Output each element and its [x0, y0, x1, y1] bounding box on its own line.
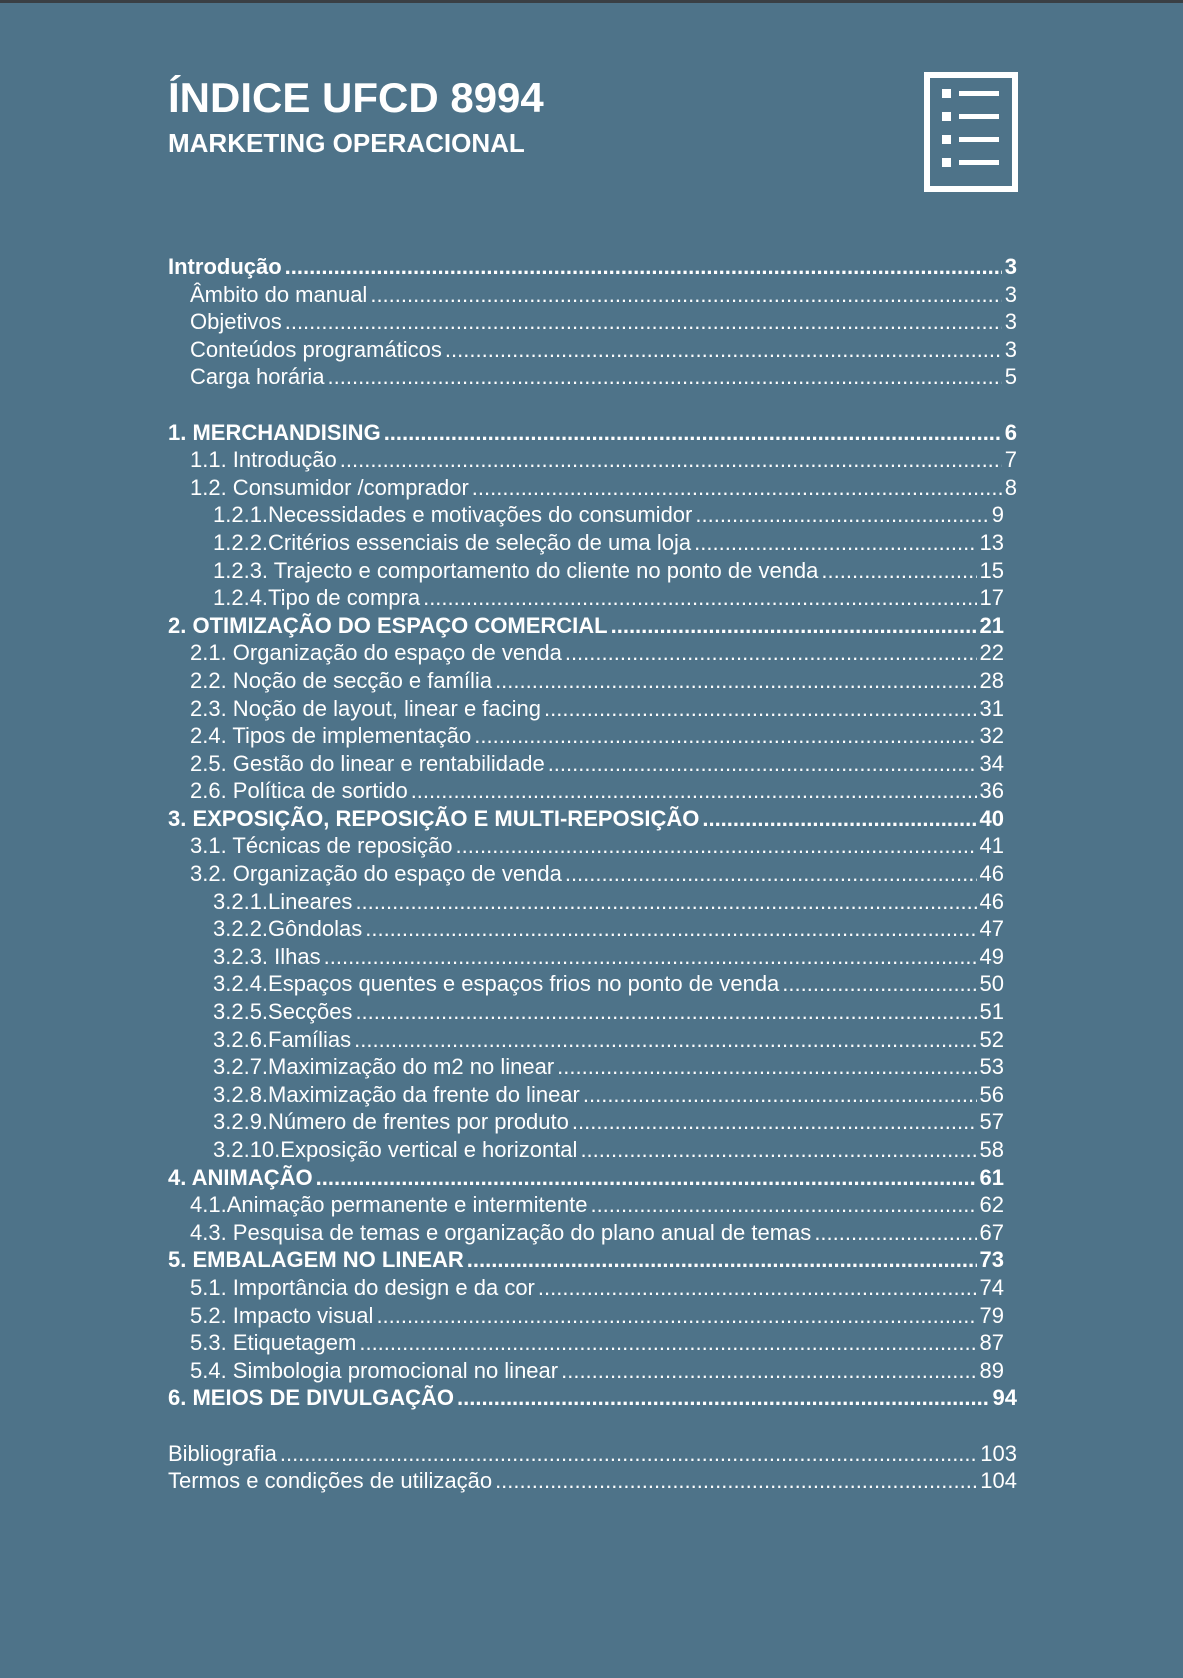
- toc-entry-termos[interactable]: Termos e condições de utilização ..... 104: [168, 1467, 1017, 1495]
- toc-entry-ambito[interactable]: Âmbito do manual ..... 3: [168, 281, 1017, 309]
- toc-entry-2-3[interactable]: 2.3. Noção de layout, linear e facing ..... 31: [168, 695, 1017, 723]
- top-border: [0, 0, 1183, 3]
- toc-entry-3-2-5[interactable]: 3.2.5.Secções ..... 51: [168, 998, 1017, 1026]
- toc-entry-1-1[interactable]: 1.1. Introdução ..... 7: [168, 446, 1017, 474]
- toc-entry-2-5[interactable]: 2.5. Gestão do linear e rentabilidade ..... 34: [168, 750, 1017, 778]
- toc-chapter-4[interactable]: 4. ANIMAÇÃO ..... 61: [168, 1164, 1017, 1192]
- toc-entry-3-2-4[interactable]: 3.2.4.Espaços quentes e espaços frios no ponto de venda ..... 50: [168, 970, 1017, 998]
- page-subtitle: MARKETING OPERACIONAL: [168, 128, 525, 158]
- toc-entry-3-2-1[interactable]: 3.2.1.Lineares ..... 46: [168, 888, 1017, 916]
- toc-chapter-5[interactable]: 5. EMBALAGEM NO LINEAR ..... 73: [168, 1246, 1017, 1274]
- page-title: ÍNDICE UFCD 8994: [168, 74, 544, 121]
- toc-entry-3-2-7[interactable]: 3.2.7.Maximização do m2 no linear ..... 53: [168, 1053, 1017, 1081]
- toc-entry-4-3[interactable]: 4.3. Pesquisa de temas e organização do plano anual de temas ..... 67: [168, 1219, 1017, 1247]
- toc-entry-introducao[interactable]: Introdução ..... 3: [168, 253, 1017, 281]
- toc-entry-conteudos[interactable]: Conteúdos programáticos ..... 3: [168, 336, 1017, 364]
- spacer: [168, 391, 1017, 419]
- header: [168, 70, 544, 158]
- toc-entry-2-4[interactable]: 2.4. Tipos de implementação ..... 32: [168, 722, 1017, 750]
- toc-entry-3-2-9[interactable]: 3.2.9.Número de frentes por produto ..... 57: [168, 1108, 1017, 1136]
- toc-entry-3-1[interactable]: 3.1. Técnicas de reposição ..... 41: [168, 832, 1017, 860]
- toc-entry-carga-horaria[interactable]: Carga horária ..... 5: [168, 363, 1017, 391]
- toc-entry-1-2-1[interactable]: 1.2.1.Necessidades e motivações do consumidor ..... 9: [168, 501, 1017, 529]
- toc-entry-5-3[interactable]: 5.3. Etiquetagem ..... 87: [168, 1329, 1017, 1357]
- toc-entry-1-2-4[interactable]: 1.2.4.Tipo de compra ..... 17: [168, 584, 1017, 612]
- toc-entry-3-2[interactable]: 3.2. Organização do espaço de venda ..... 46: [168, 860, 1017, 888]
- toc-entry-1-2-3[interactable]: 1.2.3. Trajecto e comportamento do cliente no ponto de venda ..... 15: [168, 557, 1017, 585]
- toc-chapter-2[interactable]: 2. OTIMIZAÇÃO DO ESPAÇO COMERCIAL ..... 21: [168, 612, 1017, 640]
- toc-entry-1-2-2[interactable]: 1.2.2.Critérios essenciais de seleção de uma loja ..... 13: [168, 529, 1017, 557]
- toc-entry-5-1[interactable]: 5.1. Importância do design e da cor ..... 74: [168, 1274, 1017, 1302]
- toc-entry-4-1[interactable]: 4.1.Animação permanente e intermitente ..... 62: [168, 1191, 1017, 1219]
- toc-chapter-1[interactable]: 1. MERCHANDISING ..... 6: [168, 419, 1017, 447]
- toc-entry-5-4[interactable]: 5.4. Simbologia promocional no linear ..... 89: [168, 1357, 1017, 1385]
- toc-entry-3-2-2[interactable]: 3.2.2.Gôndolas ..... 47: [168, 915, 1017, 943]
- toc-entry-2-1[interactable]: 2.1. Organização do espaço de venda ..... 22: [168, 639, 1017, 667]
- table-of-contents: [168, 253, 1017, 1495]
- toc-entry-bibliografia[interactable]: Bibliografia ..... 103: [168, 1440, 1017, 1468]
- toc-chapter-6[interactable]: 6. MEIOS DE DIVULGAÇÃO ..... 94: [168, 1384, 1017, 1412]
- toc-entry-3-2-10[interactable]: 3.2.10.Exposição vertical e horizontal ..... 58: [168, 1136, 1017, 1164]
- toc-entry-3-2-3[interactable]: 3.2.3. Ilhas ..... 49: [168, 943, 1017, 971]
- toc-entry-2-2[interactable]: 2.2. Noção de secção e família ..... 28: [168, 667, 1017, 695]
- toc-chapter-3[interactable]: 3. EXPOSIÇÃO, REPOSIÇÃO E MULTI-REPOSIÇÃO ..... 40: [168, 805, 1017, 833]
- toc-entry-2-6[interactable]: 2.6. Política de sortido ..... 36: [168, 777, 1017, 805]
- toc-entry-3-2-6[interactable]: 3.2.6.Famílias ..... 52: [168, 1026, 1017, 1054]
- toc-entry-objetivos[interactable]: Objetivos ..... 3: [168, 308, 1017, 336]
- toc-entry-5-2[interactable]: 5.2. Impacto visual ..... 79: [168, 1302, 1017, 1330]
- toc-entry-1-2[interactable]: 1.2. Consumidor /comprador ..... 8: [168, 474, 1017, 502]
- spacer: [168, 1412, 1017, 1440]
- list-document-icon: [924, 72, 1018, 192]
- toc-entry-3-2-8[interactable]: 3.2.8.Maximização da frente do linear ..... 56: [168, 1081, 1017, 1109]
